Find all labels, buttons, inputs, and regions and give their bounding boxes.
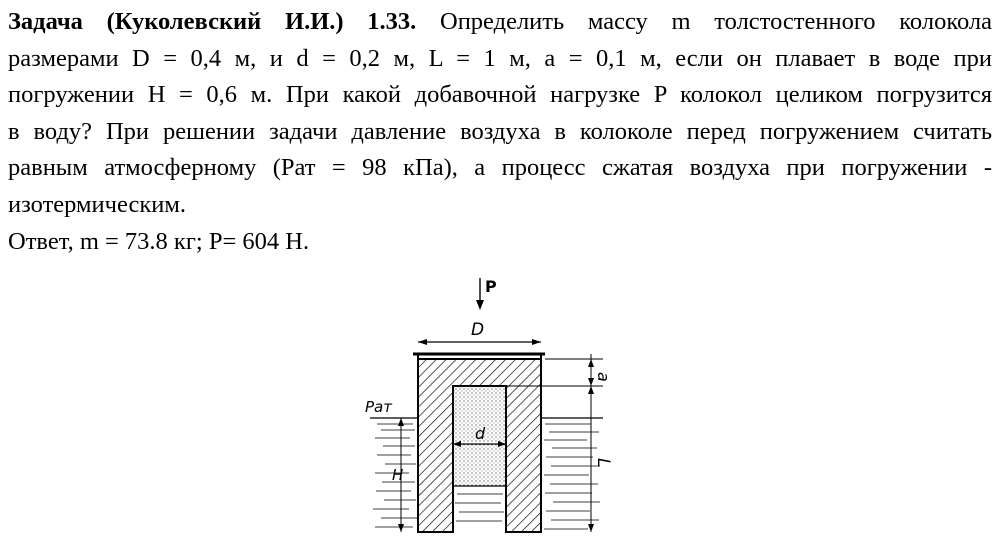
label-P: P (485, 277, 497, 296)
label-L: L (593, 458, 613, 468)
problem-line-5: равным атмосферному (Pат = 98 кПа), а процесс сжатая воздуха при погружении - (8, 154, 992, 181)
label-a: a (594, 372, 613, 382)
problem-line-4: в воду? При решении задачи давление воздуха в колоколе перед погружением считать (8, 117, 992, 145)
label-Pat: Pат (365, 398, 392, 416)
label-d: d (475, 424, 486, 443)
problem-text (8, 4, 992, 223)
problem-heading: Задача (Куколевский И.И.) 1.33. (8, 8, 417, 35)
inner-gas (453, 444, 506, 486)
problem-line-1-rest: Определить массу m толстостенного колокола (440, 8, 993, 35)
problem-line-1 (8, 4, 992, 41)
label-H: H (392, 466, 404, 484)
water-right (541, 418, 603, 529)
bell-diagram (355, 272, 613, 536)
water-inside (453, 486, 506, 521)
problem-line-6: изотермическим. (8, 190, 186, 218)
problem-line-3: погружении H = 0,6 м. При какой добавочной нагрузке P колокол целиком погрузится (8, 81, 992, 108)
problem-line-2: размерами D = 0,4 м, и d = 0,2 м, L = 1 м, a = 0,1 м, если он плавает в воде при (8, 44, 992, 72)
answer-text: Ответ, m = 73.8 кг; P= 604 Н. (8, 228, 310, 255)
label-D: D (471, 320, 485, 340)
